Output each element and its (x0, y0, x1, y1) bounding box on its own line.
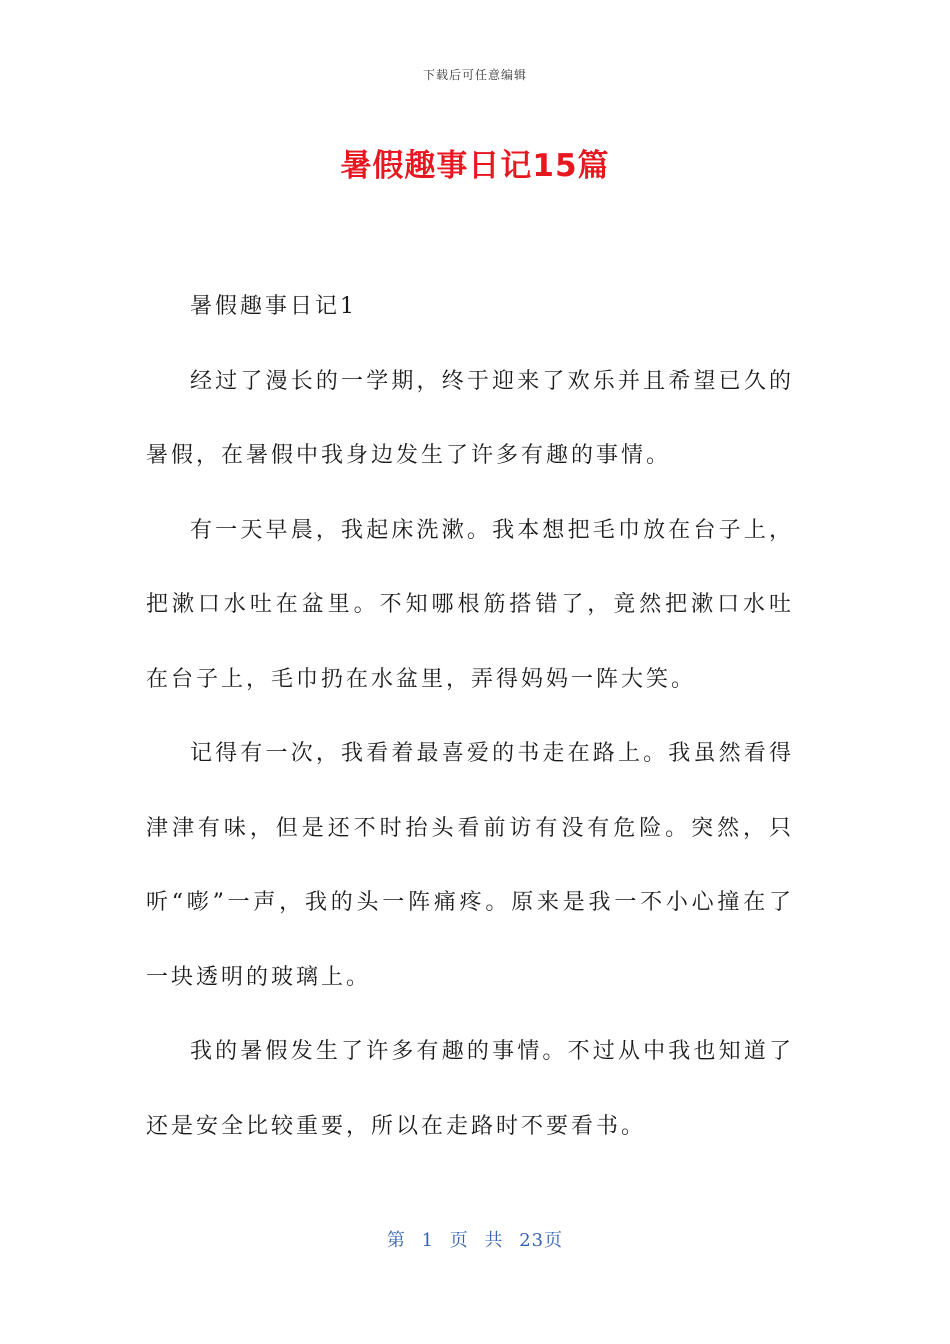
paragraph: 有一天早晨，我起床洗漱。我本想把毛巾放在台子上，把漱口水吐在盆里。不知哪根筋搭错了，竟然把漱口水吐在台子上，毛巾扔在水盆里，弄得妈妈一阵大笑。 (146, 517, 794, 692)
page-number-footer: 第 1 页 共 23页 (386, 1230, 564, 1251)
paragraph: 记得有一次，我看着最喜爱的书走在路上。我虽然看得津津有味，但是还不时抬头看前访有没有危险。突然，只听“嘭”一声，我的头一阵痛疼。原来是我一不小心撞在了一块透明的玻璃上。 (146, 741, 794, 990)
paragraph: 我的暑假发生了许多有趣的事情。不过从中我也知道了还是安全比较重要，所以在走路时不要看书。 (146, 1039, 794, 1139)
header-note: 下载后可任意编辑 (422, 68, 527, 82)
document-body (146, 270, 794, 1164)
section-heading: 暑假趣事日记1 (190, 294, 357, 319)
document-title: 暑假趣事日记15篇 (340, 148, 610, 184)
paragraph: 经过了漫长的一学期，终于迎来了欢乐并且希望已久的暑假，在暑假中我身边发生了许多有趣的事情。 (146, 368, 794, 468)
